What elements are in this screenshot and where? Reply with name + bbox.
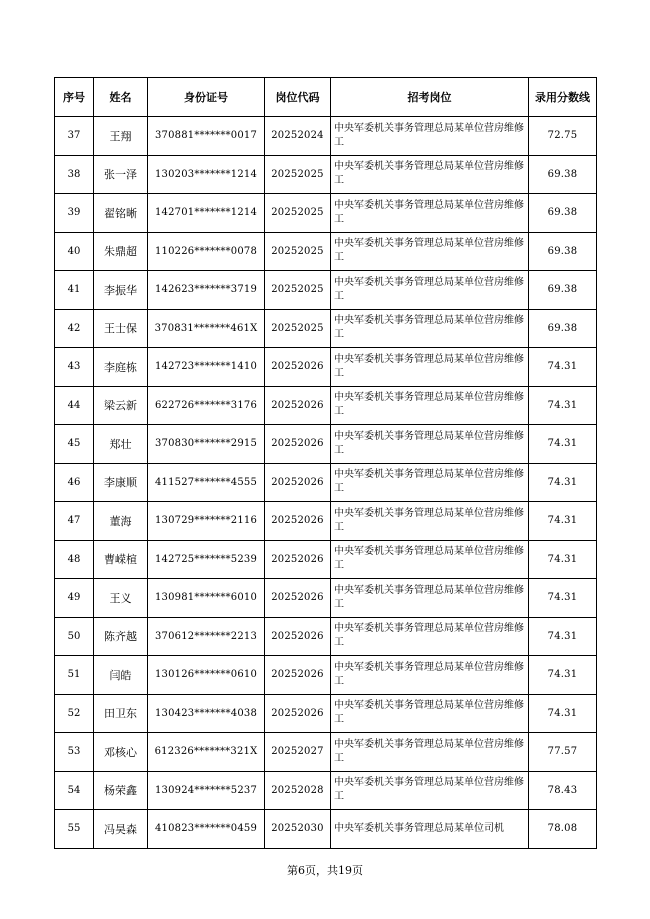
row-post-code: 20252026 [265,656,331,695]
row-id: 370831*******461X [148,309,265,348]
row-name: 王士保 [94,309,148,348]
row-name: 陈齐越 [94,617,148,656]
row-post-code: 20252024 [265,117,331,156]
row-id: 130729*******2116 [148,502,265,541]
row-id: 142725*******5239 [148,540,265,579]
row-score: 69.38 [529,155,597,194]
row-post: 中央军委机关事务管理总局某单位营房维修工 [331,733,529,772]
row-seq: 50 [55,617,94,656]
row-post-code: 20252026 [265,425,331,464]
row-id: 130924*******5237 [148,771,265,810]
row-post: 中央军委机关事务管理总局某单位司机 [331,810,529,849]
header-post-code: 岗位代码 [265,78,331,117]
row-score: 74.31 [529,463,597,502]
row-score: 77.57 [529,733,597,772]
row-post: 中央军委机关事务管理总局某单位营房维修工 [331,155,529,194]
row-post-code: 20252026 [265,694,331,733]
row-name: 张一泽 [94,155,148,194]
row-post-code: 20252025 [265,155,331,194]
row-post: 中央军委机关事务管理总局某单位营房维修工 [331,579,529,618]
table-row [55,579,597,618]
table-row [55,810,597,849]
row-seq: 52 [55,694,94,733]
table-row [55,194,597,233]
row-post-code: 20252027 [265,733,331,772]
row-id: 130203*******1214 [148,155,265,194]
row-name: 李庭栋 [94,348,148,387]
table-row [55,463,597,502]
row-name: 李振华 [94,271,148,310]
table-row [55,733,597,772]
table-row [55,771,597,810]
table-row [55,502,597,541]
row-id: 622726*******3176 [148,386,265,425]
row-post: 中央军委机关事务管理总局某单位营房维修工 [331,309,529,348]
row-id: 130981*******6010 [148,579,265,618]
row-post: 中央军委机关事务管理总局某单位营房维修工 [331,502,529,541]
row-id: 410823*******0459 [148,810,265,849]
row-name: 冯昊森 [94,810,148,849]
page-footer: 第6页，共19页 [287,864,363,877]
row-post-code: 20252025 [265,232,331,271]
row-post: 中央军委机关事务管理总局某单位营房维修工 [331,656,529,695]
row-seq: 48 [55,540,94,579]
table-row [55,155,597,194]
row-post-code: 20252030 [265,810,331,849]
row-score: 78.08 [529,810,597,849]
header-post: 招考岗位 [331,78,529,117]
row-id: 411527*******4555 [148,463,265,502]
row-name: 邓核心 [94,733,148,772]
row-post: 中央军委机关事务管理总局某单位营房维修工 [331,117,529,156]
row-post: 中央军委机关事务管理总局某单位营房维修工 [331,694,529,733]
row-name: 朱鼎超 [94,232,148,271]
row-seq: 39 [55,194,94,233]
row-post-code: 20252025 [265,271,331,310]
header-name: 姓名 [94,78,148,117]
table-row [55,348,597,387]
header-id: 身份证号 [148,78,265,117]
table-row [55,309,597,348]
table-row [55,694,597,733]
row-post-code: 20252025 [265,194,331,233]
row-seq: 53 [55,733,94,772]
row-score: 74.31 [529,656,597,695]
row-id: 142701*******1214 [148,194,265,233]
row-score: 74.31 [529,540,597,579]
row-seq: 41 [55,271,94,310]
row-post-code: 20252026 [265,540,331,579]
row-score: 78.43 [529,771,597,810]
row-post: 中央军委机关事务管理总局某单位营房维修工 [331,348,529,387]
row-seq: 43 [55,348,94,387]
row-seq: 38 [55,155,94,194]
row-score: 74.31 [529,386,597,425]
table-row [55,617,597,656]
row-seq: 54 [55,771,94,810]
row-post: 中央军委机关事务管理总局某单位营房维修工 [331,463,529,502]
row-name: 田卫东 [94,694,148,733]
row-id: 130126*******0610 [148,656,265,695]
row-post-code: 20252025 [265,309,331,348]
row-score: 69.38 [529,232,597,271]
row-id: 110226*******0078 [148,232,265,271]
table-row [55,271,597,310]
table-row [55,656,597,695]
row-score: 74.31 [529,617,597,656]
row-post-code: 20252026 [265,579,331,618]
row-score: 74.31 [529,502,597,541]
row-post: 中央军委机关事务管理总局某单位营房维修工 [331,617,529,656]
row-seq: 44 [55,386,94,425]
table-row [55,232,597,271]
table-header-row [55,78,597,117]
row-name: 李康顺 [94,463,148,502]
row-name: 董海 [94,502,148,541]
row-seq: 51 [55,656,94,695]
row-score: 74.31 [529,579,597,618]
row-post: 中央军委机关事务管理总局某单位营房维修工 [331,771,529,810]
table-row [55,386,597,425]
row-name: 王翔 [94,117,148,156]
header-score: 录用分数线 [529,78,597,117]
row-seq: 46 [55,463,94,502]
row-score: 69.38 [529,271,597,310]
row-post-code: 20252026 [265,386,331,425]
row-post: 中央军委机关事务管理总局某单位营房维修工 [331,540,529,579]
row-id: 370830*******2915 [148,425,265,464]
row-name: 闫皓 [94,656,148,695]
row-id: 370612*******2213 [148,617,265,656]
row-seq: 45 [55,425,94,464]
row-seq: 55 [55,810,94,849]
row-score: 74.31 [529,348,597,387]
row-post-code: 20252026 [265,348,331,387]
row-score: 69.38 [529,309,597,348]
row-name: 翟铭晰 [94,194,148,233]
header-seq: 序号 [55,78,94,117]
row-id: 130423*******4038 [148,694,265,733]
row-name: 王义 [94,579,148,618]
table-row [55,117,597,156]
row-score: 69.38 [529,194,597,233]
row-score: 74.31 [529,425,597,464]
row-seq: 47 [55,502,94,541]
row-seq: 37 [55,117,94,156]
row-name: 郑壮 [94,425,148,464]
row-post: 中央军委机关事务管理总局某单位营房维修工 [331,386,529,425]
row-post-code: 20252026 [265,617,331,656]
row-name: 杨荣鑫 [94,771,148,810]
row-post: 中央军委机关事务管理总局某单位营房维修工 [331,271,529,310]
row-seq: 40 [55,232,94,271]
row-id: 370881*******0017 [148,117,265,156]
row-post: 中央军委机关事务管理总局某单位营房维修工 [331,194,529,233]
row-post-code: 20252028 [265,771,331,810]
admission-table [54,77,597,849]
row-score: 72.75 [529,117,597,156]
row-id: 142723*******1410 [148,348,265,387]
row-id: 142623*******3719 [148,271,265,310]
row-post: 中央军委机关事务管理总局某单位营房维修工 [331,232,529,271]
table-row [55,540,597,579]
row-id: 612326*******321X [148,733,265,772]
row-post-code: 20252026 [265,463,331,502]
row-post: 中央军委机关事务管理总局某单位营房维修工 [331,425,529,464]
table-row [55,425,597,464]
row-seq: 42 [55,309,94,348]
row-name: 梁云新 [94,386,148,425]
row-post-code: 20252026 [265,502,331,541]
row-score: 74.31 [529,694,597,733]
row-name: 曹嵘楦 [94,540,148,579]
row-seq: 49 [55,579,94,618]
